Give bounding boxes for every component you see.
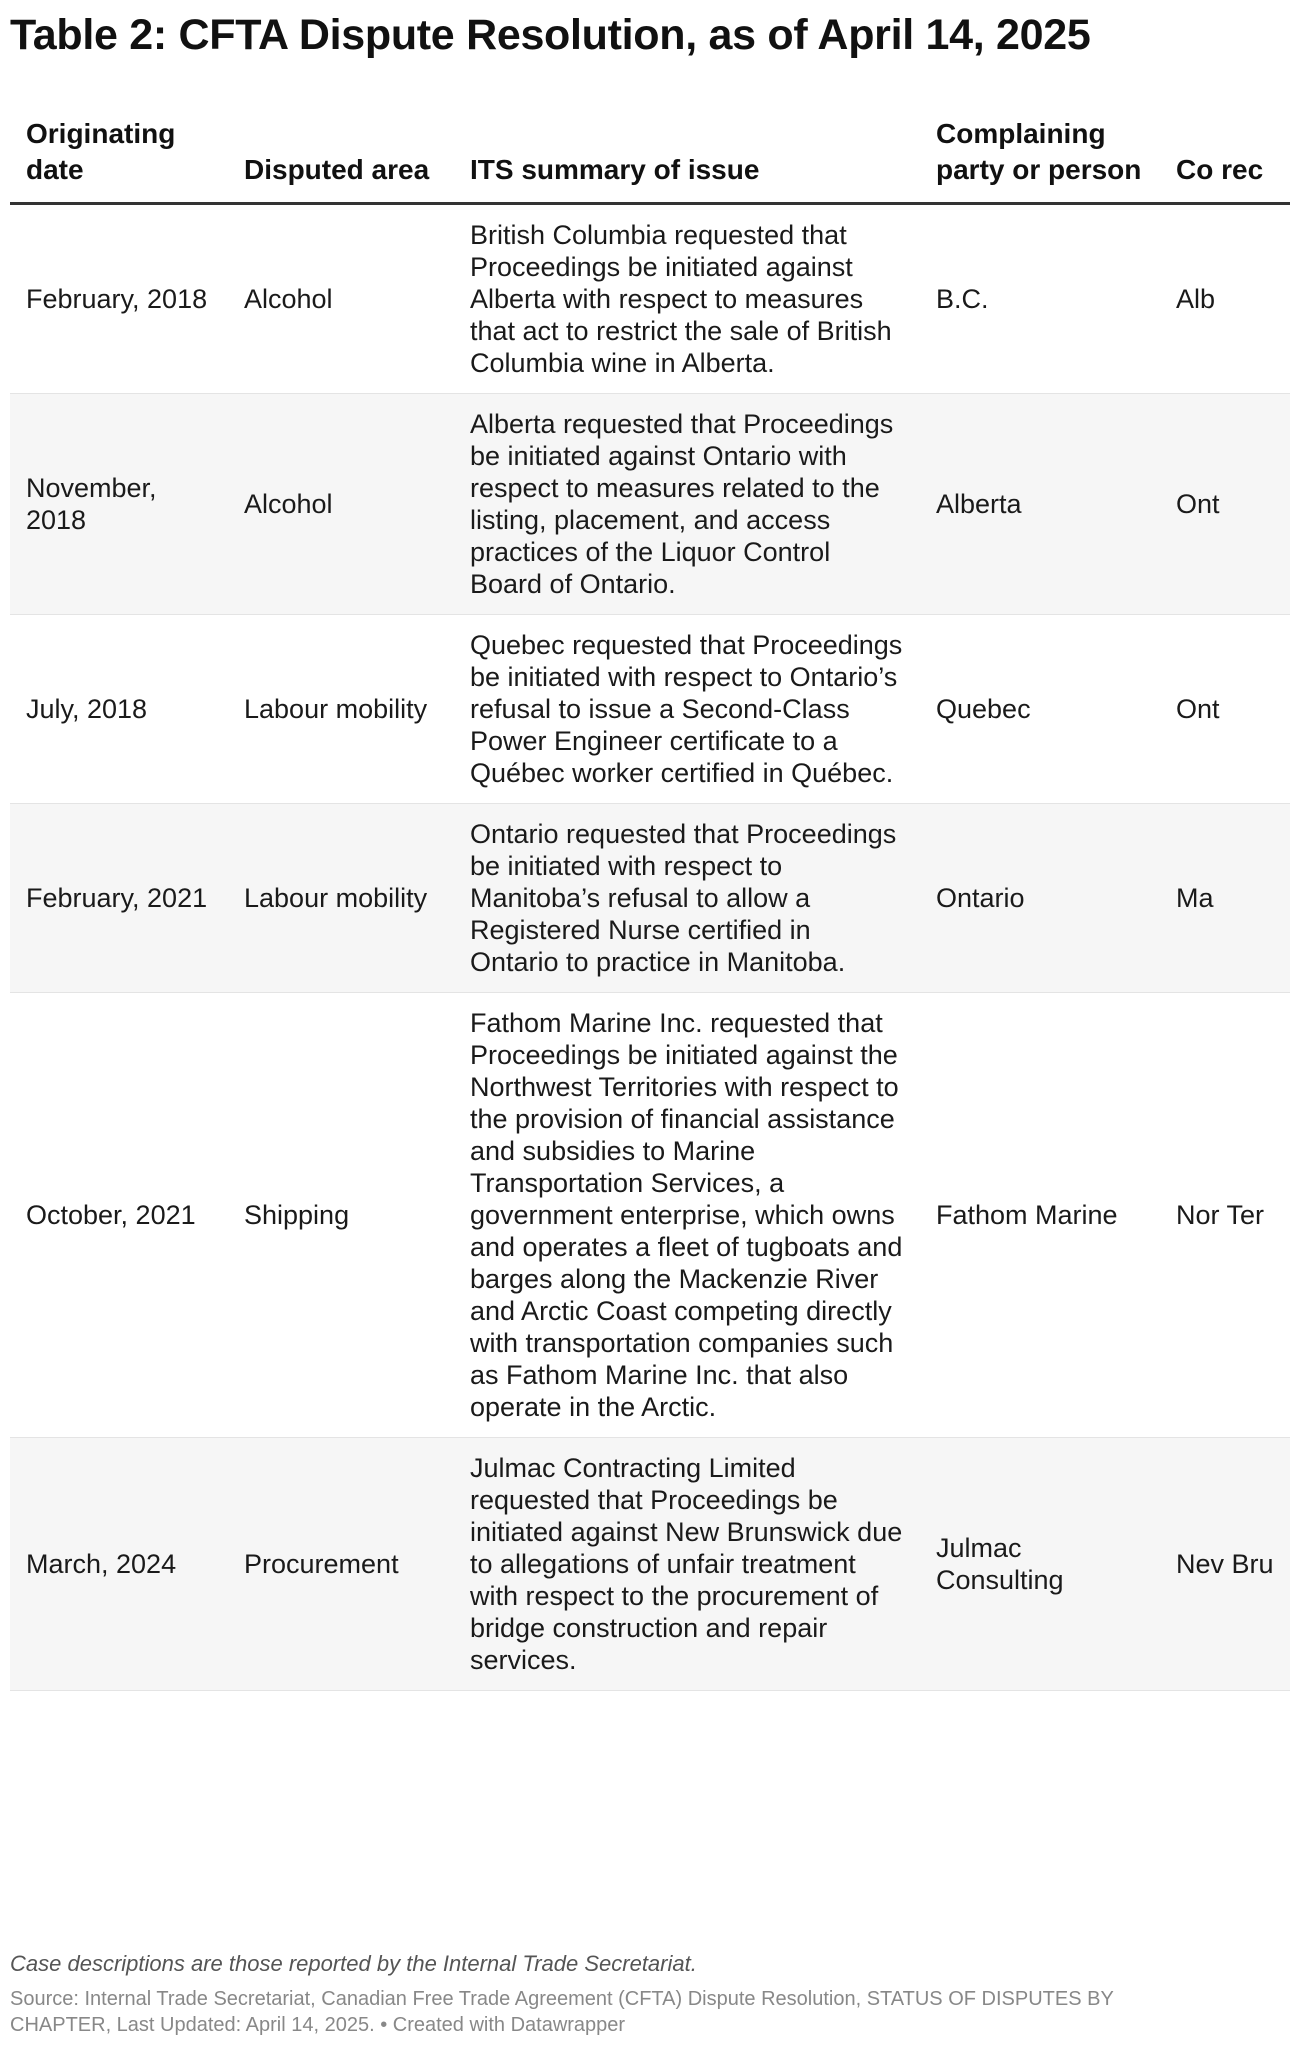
footnote: Case descriptions are those reported by the Internal Trade Secretariat.	[10, 1951, 697, 1976]
cell-responding-party: Ont	[1160, 394, 1290, 615]
cell-complaining-party: B.C.	[920, 204, 1160, 394]
cell-disputed-area: Shipping	[228, 993, 454, 1438]
cell-complaining-party: Fathom Marine	[920, 993, 1160, 1438]
table-row	[10, 204, 1290, 394]
source-credit: Source: Internal Trade Secretariat, Canadian Free Trade Agreement (CFTA) Dispute Resolution, STATUS OF DISPUTES BY CHAPTER, Last Updated: April 14, 2025. • Created with Datawrapper	[10, 1988, 1114, 2036]
table-title: Table 2: CFTA Dispute Resolution, as of April 14, 2025	[10, 11, 1091, 59]
cell-complaining-party: Alberta	[920, 394, 1160, 615]
cell-disputed-area: Alcohol	[228, 394, 454, 615]
header-complaining-party: Complaining party or person	[920, 108, 1160, 204]
cell-responding-party: Nor Ter	[1160, 993, 1290, 1438]
cell-disputed-area: Labour mobility	[228, 804, 454, 993]
cell-originating-date: July, 2018	[10, 615, 228, 804]
header-disputed-area: Disputed area	[228, 108, 454, 204]
cell-originating-date: February, 2021	[10, 804, 228, 993]
cell-summary: Alberta requested that Proceedings be initiated against Ontario with respect to measures related to the listing, placement, and access practices of the Liquor Control Board of Ontario.	[454, 394, 920, 615]
cell-originating-date: October, 2021	[10, 993, 228, 1438]
cell-summary: Quebec requested that Proceedings be initiated with respect to Ontario’s refusal to issue a Second-Class Power Engineer certificate to a Québec worker certified in Québec.	[454, 615, 920, 804]
header-originating-date: Originating date	[10, 108, 228, 204]
cell-summary: Ontario requested that Proceedings be initiated with respect to Manitoba’s refusal to allow a Registered Nurse certified in Ontario to practice in Manitoba.	[454, 804, 920, 993]
cell-summary: British Columbia requested that Proceedings be initiated against Alberta with respect to measures that act to restrict the sale of British Columbia wine in Alberta.	[454, 204, 920, 394]
header-responding-party: Co rec	[1160, 108, 1290, 204]
cell-responding-party: Ma	[1160, 804, 1290, 993]
dispute-table	[10, 108, 1290, 1691]
cell-disputed-area: Alcohol	[228, 204, 454, 394]
table-row	[10, 615, 1290, 804]
cell-summary: Fathom Marine Inc. requested that Proceedings be initiated against the Northwest Territories with respect to the provision of financial assistance and subsidies to Marine Transportation Services, a government enterprise, which owns and operates a fleet of tugboats and barges along the Mackenzie River and Arctic Coast competing directly with transportation companies such as Fathom Marine Inc. that also operate in the Arctic.	[454, 993, 920, 1438]
cell-responding-party: Nev Bru	[1160, 1438, 1290, 1691]
cell-complaining-party: Quebec	[920, 615, 1160, 804]
cell-responding-party: Alb	[1160, 204, 1290, 394]
table-row	[10, 804, 1290, 993]
cell-complaining-party: Ontario	[920, 804, 1160, 993]
cell-summary: Julmac Contracting Limited requested that Proceedings be initiated against New Brunswick due to allegations of unfair treatment with respect to the procurement of bridge construction and repair services.	[454, 1438, 920, 1691]
cell-originating-date: February, 2018	[10, 204, 228, 394]
cell-complaining-party: Julmac Consulting	[920, 1438, 1160, 1691]
cell-disputed-area: Procurement	[228, 1438, 454, 1691]
document-page	[10, 0, 1274, 2036]
table-footer	[10, 1950, 1210, 2038]
cell-originating-date: November, 2018	[10, 394, 228, 615]
table-row	[10, 993, 1290, 1438]
table-row	[10, 1438, 1290, 1691]
table-row	[10, 394, 1290, 615]
cell-disputed-area: Labour mobility	[228, 615, 454, 804]
cell-responding-party: Ont	[1160, 615, 1290, 804]
table-scroll-container[interactable]	[10, 108, 1274, 1691]
table-header-row	[10, 108, 1290, 204]
header-its-summary: ITS summary of issue	[454, 108, 920, 204]
cell-originating-date: March, 2024	[10, 1438, 228, 1691]
